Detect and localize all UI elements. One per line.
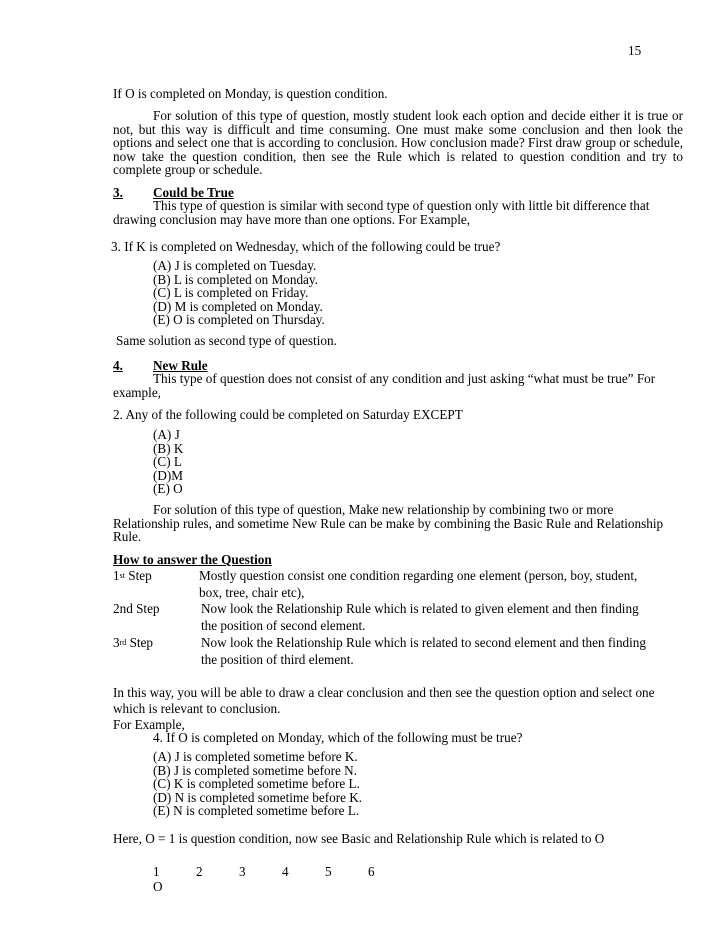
conclusion-paragraph: In this way, you will be able to draw a clear conclusion and then see the question option and select one which is relevant to conclusion. — [113, 685, 655, 716]
section-3-question: 3. If K is completed on Wednesday, which of the following could be true? — [111, 239, 501, 254]
section-4-options — [113, 428, 723, 496]
section-3-title: Could be True — [153, 185, 234, 200]
example-question: 4. If O is completed on Monday, which of the following must be true? — [153, 730, 523, 745]
document-page: 15 If O is completed on Monday, is question condition. For solution of this type of question, mostly student look each option and decide either it is true or not, but this way is difficult and time consuming. One must make some conclusion and then look the options and select one that is according to conclusion. How conclusion made? First draw group or schedule, now take the question condition, then see the Rule which is related to question condition and try to complete group or schedule. 3. Could be True This type of question is similar with second type of question only with little bit difference that drawing conclusion may have more than one options. For Example, 3. If K is completed on Wednesday, which of the following could be true? (A) J is completed on Tuesday. (B) L is completed on Monday. (C) L is completed on Friday. (D) M is completed on Monday. (E) O is completed on Thursday. Same solution as second type of question. 4. New Rule This type of question does not consist of any condition and just asking “what must be true” For example, 2. Any of the following could be completed on Saturday EXCEPT (A) J (B) K (C) L (D)M (E) O For solution of this type of question, Make new relationship by combining two or more Relationship rules, and sometime New Rule can be make by combining the Basic Rule and Relationship Rule. How to answer the Question 1st Step Mostly question consist one condition regarding one element (person, boy, student, box, tree, chair etc), 2nd Step Now look the Relationship Rule which is related to given element and then finding the position of second element. 3rd Step Now look the Relationship Rule which is related to second element and then finding the position of third element. In this way, you will be able to draw a clear conclusion and then see the question option and select one which is relevant to conclusion. For Example, 4. If O is completed on Monday, which of the following must be true? (A) J is completed sometime before K. (B) J is completed sometime before N. (C) K is completed sometime before L. (D) N is completed sometime before K. (E) N is completed sometime before L. Here, O = 1 is question condition, now see Basic and Relationship Rule which is related to O 1 2 3 4 5 6 O — [0, 0, 728, 943]
step-1-text: Mostly question consist one condition regarding one element (person, boy, student, — [199, 568, 638, 583]
section-4-question: 2. Any of the following could be completed on Saturday EXCEPT — [113, 407, 463, 422]
section-4-number: 4. — [113, 358, 123, 373]
option-b: (B) K — [153, 440, 184, 456]
slot-2: 2 — [196, 864, 203, 879]
slot-1: 1 — [153, 864, 160, 879]
section-3-options — [113, 259, 723, 327]
option-e: (E) N is completed sometime before L. — [153, 803, 360, 818]
option-e: (E) O is completed on Thursday. — [153, 312, 325, 327]
section-3-note: Same solution as second type of question. — [116, 333, 337, 348]
step-2-text: Now look the Relationship Rule which is related to given element and then finding — [201, 601, 639, 616]
slot-3: 3 — [239, 864, 246, 879]
section-3-number: 3. — [113, 185, 123, 200]
step-3-text: Now look the Relationship Rule which is related to second element and then finding — [201, 635, 646, 650]
page-number: 15 — [628, 43, 642, 58]
section-4-text: This type of question does not consist of any condition and just asking “what must be true” For example, — [113, 371, 656, 400]
slot-6: 6 — [368, 864, 375, 879]
section-4-solution: For solution of this type of question, Make new relationship by combining two or more Relationship rules, and sometime New Rule can be make by combining the Basic Rule and Relationship Rule. — [113, 502, 664, 544]
option-d: (D) M is completed on Monday. — [153, 298, 323, 314]
solution-paragraph: For solution of this type of question, mostly student look each option and decide either it is true or not, but this way is difficult and time consuming. One must make some conclusion and then look the options and select one that is according to conclusion. How conclusion made? First draw group or schedule, now take the question condition, then see the Rule which is related to question condition and try to complete group or schedule. — [113, 108, 683, 177]
option-c: (C) K is completed sometime before L. — [153, 776, 360, 791]
option-a: (A) J is completed on Tuesday. — [153, 258, 317, 273]
option-c: (C) L is completed on Friday. — [153, 285, 309, 300]
option-d: (D) N is completed sometime before K. — [153, 789, 363, 805]
here-text: Here, O = 1 is question condition, now see Basic and Relationship Rule which is related to O — [113, 831, 605, 846]
step-3-label: 3rd Step — [113, 635, 154, 650]
slot-4: 4 — [282, 864, 289, 879]
how-to-title: How to answer the Question — [113, 552, 272, 567]
option-c: (C) L — [153, 454, 182, 469]
slot-5: 5 — [325, 864, 332, 879]
option-b: (B) L is completed on Monday. — [153, 271, 318, 287]
option-a: (A) J is completed sometime before K. — [153, 749, 358, 764]
step-1-label: 1st Step — [113, 568, 152, 583]
schedule-numbers — [113, 865, 723, 879]
example-options — [113, 750, 723, 818]
intro-line: If O is completed on Monday, is question condition. — [113, 86, 388, 101]
option-d: (D)M — [153, 467, 184, 483]
option-b: (B) J is completed sometime before N. — [153, 762, 357, 778]
option-a: (A) J — [153, 427, 180, 442]
schedule-letter: O — [153, 879, 163, 894]
step-2-label: 2nd Step — [113, 601, 160, 616]
section-3-text: This type of question is similar with second type of question only with little bit difference that drawing conclusion may have more than one options. For Example, — [113, 198, 650, 227]
option-e: (E) O — [153, 481, 183, 496]
section-4-title: New Rule — [153, 358, 208, 373]
example-label: For Example, — [113, 717, 185, 732]
